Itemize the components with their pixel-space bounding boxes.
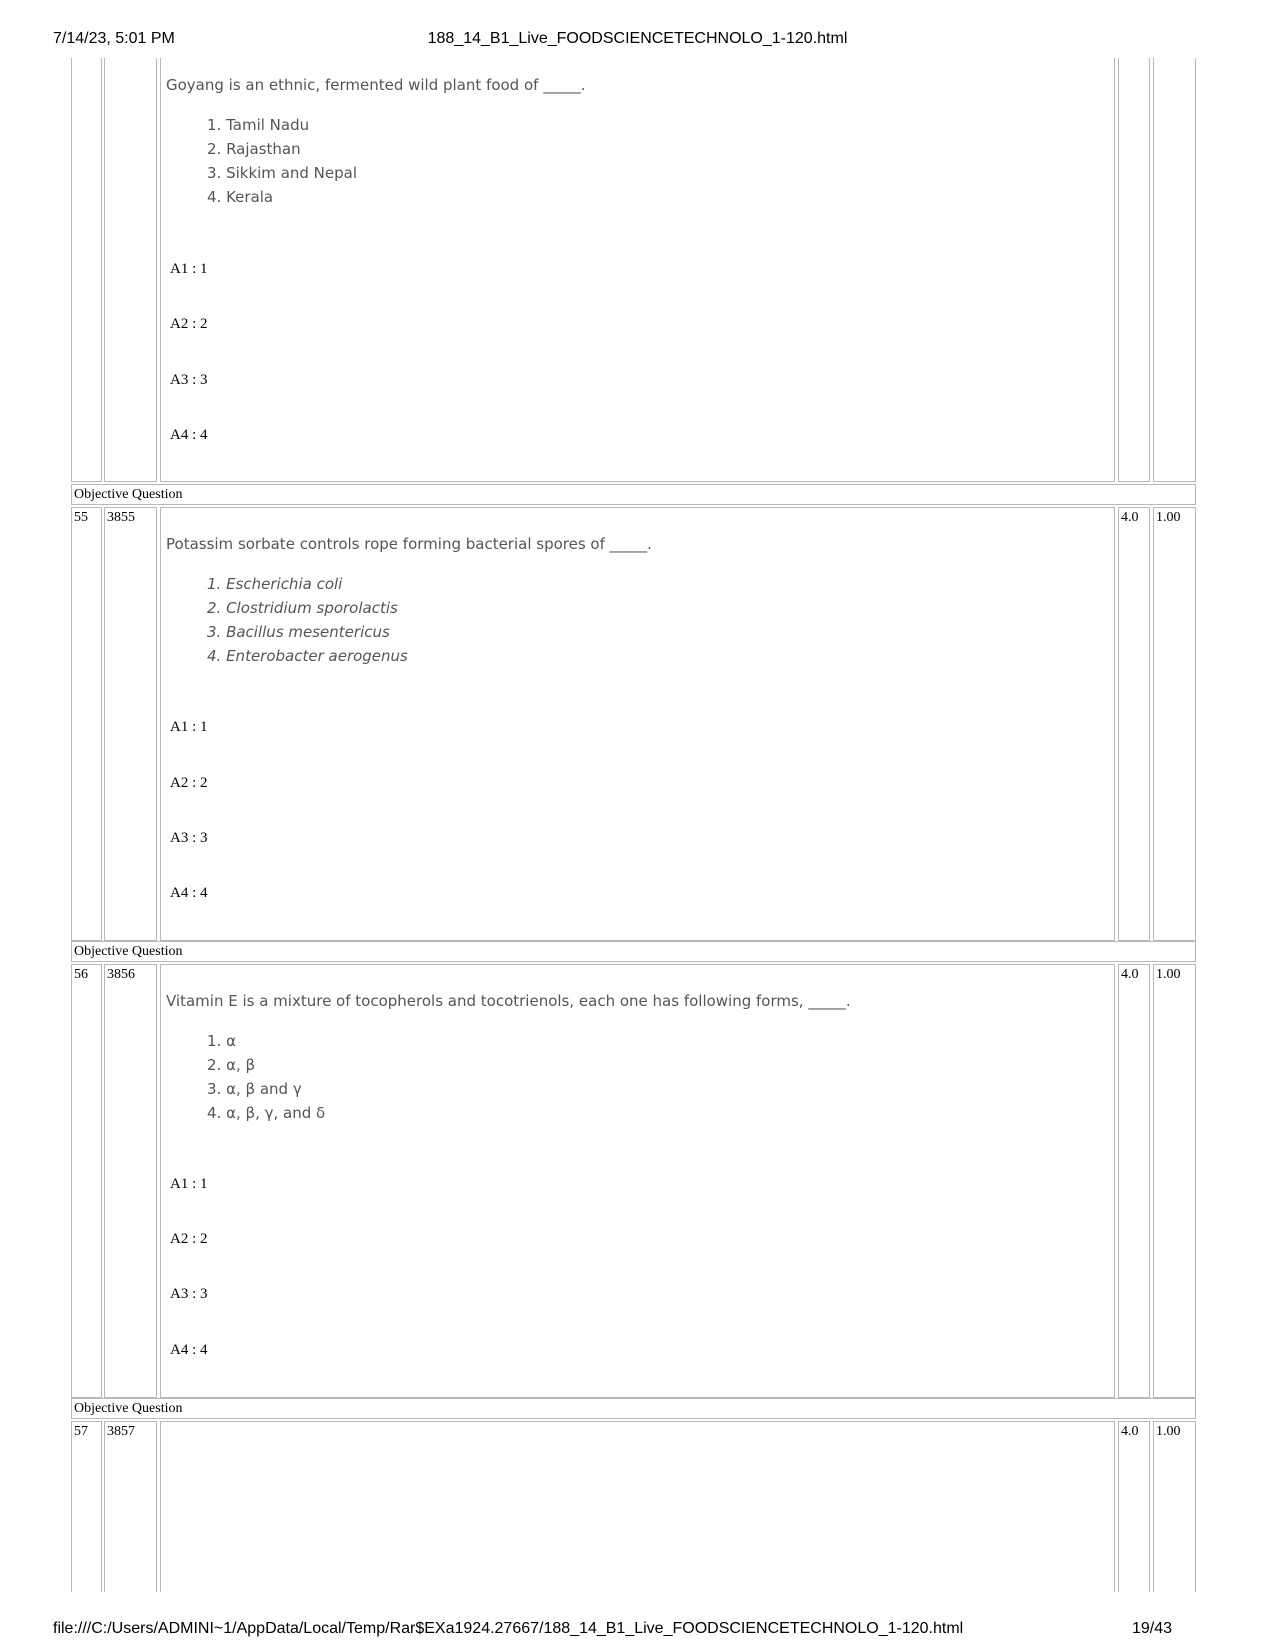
option-item: 2. α, β <box>207 1056 256 1074</box>
q54-id-cell <box>104 58 157 482</box>
page-number: 19/43 <box>1131 1620 1172 1637</box>
question-number: 56 <box>74 967 88 982</box>
negative-marks-value: 1.00 <box>1156 967 1181 982</box>
answer-2: A2 : 2 <box>170 1231 208 1247</box>
marks-cell <box>1118 964 1150 1398</box>
question-number: 55 <box>74 510 88 525</box>
question-id: 3855 <box>107 510 135 525</box>
option-item: 1. Escherichia coli <box>207 575 343 593</box>
question-number-cell <box>71 964 102 1398</box>
question-text: Vitamin E is a mixture of tocopherols and tocotrienols, each one has following forms, _____. <box>166 992 851 1010</box>
option-list <box>161 113 357 209</box>
q54-number-cell <box>71 58 102 482</box>
print-footer <box>53 1620 1222 1640</box>
negative-marks-value: 1.00 <box>1156 510 1181 525</box>
question-type-row <box>71 1398 1196 1419</box>
question-table <box>71 58 1204 1592</box>
print-doc-title: 188_14_B1_Live_FOODSCIENCETECHNOLO_1-120.html <box>427 30 848 47</box>
marks-cell <box>1118 507 1150 941</box>
option-item: 4. Enterobacter aerogenus <box>207 647 408 665</box>
question-number-cell <box>71 1421 102 1592</box>
negative-marks-value: 1.00 <box>1156 1424 1181 1439</box>
answer-3: A3 : 3 <box>170 830 208 846</box>
question-id-cell <box>104 964 157 1398</box>
negative-marks-cell <box>1153 964 1196 1398</box>
question-type-label: Objective Question <box>74 1401 183 1416</box>
option-item: 4. α, β, γ, and δ <box>207 1104 326 1122</box>
option-item: 3. Bacillus mesentericus <box>207 623 390 641</box>
option-item: 1. α <box>207 1032 236 1050</box>
marks-value: 4.0 <box>1121 967 1139 982</box>
q54-content-cell <box>160 58 1115 482</box>
answer-4: A4 : 4 <box>170 427 208 443</box>
question-number-cell <box>71 507 102 941</box>
answer-2: A2 : 2 <box>170 775 208 791</box>
question-type-row <box>71 484 1196 505</box>
question-id-cell <box>104 1421 157 1592</box>
q54-marks-cell <box>1118 58 1150 482</box>
option-list <box>161 572 408 668</box>
answer-1: A1 : 1 <box>170 719 208 735</box>
marks-cell <box>1118 1421 1150 1592</box>
print-header <box>53 30 1222 50</box>
question-content-cell <box>160 507 1115 941</box>
question-id-cell <box>104 507 157 941</box>
question-text: Goyang is an ethnic, fermented wild plant food of _____. <box>166 76 586 94</box>
answer-1: A1 : 1 <box>170 1176 208 1192</box>
question-id: 3857 <box>107 1424 135 1439</box>
question-content-cell <box>160 1421 1115 1592</box>
negative-marks-cell <box>1153 507 1196 941</box>
marks-value: 4.0 <box>1121 1424 1139 1439</box>
option-item: 1. Tamil Nadu <box>207 116 310 134</box>
answer-4: A4 : 4 <box>170 885 208 901</box>
option-item: 2. Rajasthan <box>207 140 301 158</box>
q54-negative-cell <box>1153 58 1196 482</box>
option-item: 2. Clostridium sporolactis <box>207 599 398 617</box>
answer-2: A2 : 2 <box>170 316 208 332</box>
question-id: 3856 <box>107 967 135 982</box>
question-content-cell <box>160 964 1115 1398</box>
answer-3: A3 : 3 <box>170 372 208 388</box>
option-item: 3. Sikkim and Nepal <box>207 164 358 182</box>
answer-1: A1 : 1 <box>170 261 208 277</box>
print-datetime: 7/14/23, 5:01 PM <box>53 30 175 47</box>
print-file-path: file:///C:/Users/ADMINI~1/AppData/Local/Temp/Rar$EXa1924.27667/188_14_B1_Live_FOODSCIENCETECHNOLO_1-120.html <box>53 1620 964 1637</box>
question-type-row <box>71 941 1196 962</box>
answer-3: A3 : 3 <box>170 1286 208 1302</box>
option-item: 4. Kerala <box>207 188 274 206</box>
option-list <box>161 1029 325 1125</box>
question-text: Potassim sorbate controls rope forming bacterial spores of _____. <box>166 535 652 553</box>
question-type-label: Objective Question <box>74 487 183 502</box>
question-type-label: Objective Question <box>74 944 183 959</box>
negative-marks-cell <box>1153 1421 1196 1592</box>
answer-4: A4 : 4 <box>170 1342 208 1358</box>
marks-value: 4.0 <box>1121 510 1139 525</box>
question-number: 57 <box>74 1424 88 1439</box>
option-item: 3. α, β and γ <box>207 1080 302 1098</box>
